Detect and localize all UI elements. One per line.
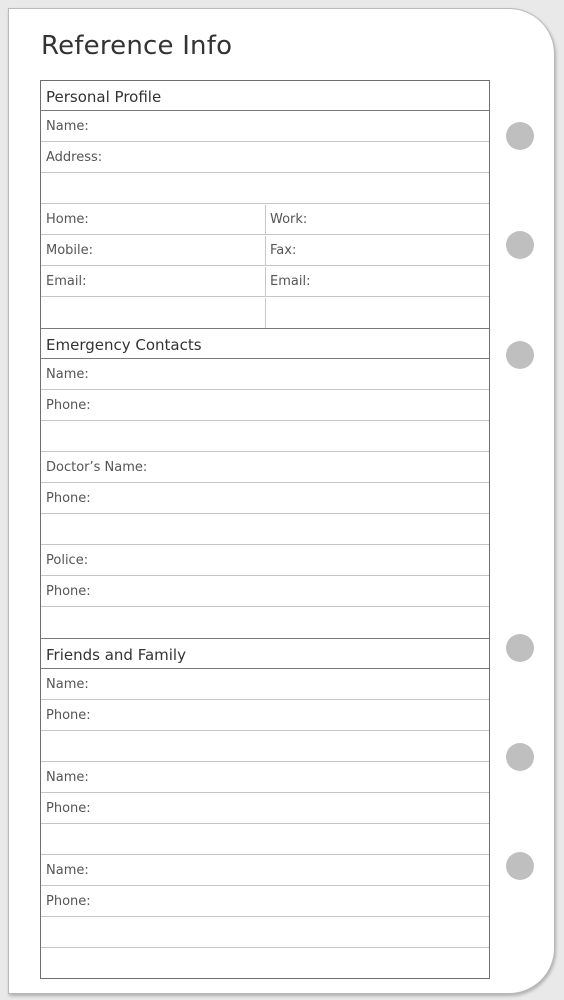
column-divider xyxy=(265,236,266,265)
column-divider xyxy=(265,298,266,328)
form-row-blank xyxy=(41,608,489,639)
punch-hole xyxy=(506,634,534,662)
reference-form xyxy=(40,80,490,979)
form-row-phone xyxy=(41,887,489,917)
field-label: Phone: xyxy=(46,801,91,816)
section-title: Friends and Family xyxy=(46,646,186,664)
section-header-friends-family xyxy=(41,639,489,669)
field-label: Phone: xyxy=(46,708,91,723)
form-row-blank xyxy=(41,174,489,204)
form-row-blank xyxy=(41,949,489,979)
section-header-personal-profile xyxy=(41,81,489,111)
punch-hole xyxy=(506,852,534,880)
form-row-name xyxy=(41,112,489,142)
form-row-name xyxy=(41,670,489,700)
form-row-phone xyxy=(41,484,489,514)
punch-hole xyxy=(506,743,534,771)
form-row-emails xyxy=(41,267,489,297)
punch-hole xyxy=(506,122,534,150)
field-label: Doctor’s Name: xyxy=(46,460,148,475)
section-title: Emergency Contacts xyxy=(46,336,202,354)
planner-page xyxy=(8,8,555,994)
form-row-doctor-name xyxy=(41,453,489,483)
form-row-home-work xyxy=(41,205,489,235)
form-row-phone xyxy=(41,794,489,824)
field-label: Fax: xyxy=(270,243,297,258)
field-label: Name: xyxy=(46,770,89,785)
form-row-phone xyxy=(41,391,489,421)
column-divider xyxy=(265,205,266,234)
form-row-name xyxy=(41,360,489,390)
form-row-police xyxy=(41,546,489,576)
field-label: Email: xyxy=(46,274,87,289)
page-title: Reference Info xyxy=(41,31,233,61)
column-divider xyxy=(265,267,266,296)
form-row-blank xyxy=(41,732,489,762)
form-row-blank xyxy=(41,422,489,452)
field-label: Email: xyxy=(270,274,311,289)
form-row-phone xyxy=(41,701,489,731)
field-label: Phone: xyxy=(46,894,91,909)
form-row-blank xyxy=(41,918,489,948)
form-row-blank xyxy=(41,825,489,855)
field-label: Phone: xyxy=(46,491,91,506)
field-label: Name: xyxy=(46,367,89,382)
field-label: Work: xyxy=(270,212,308,227)
section-header-emergency-contacts xyxy=(41,329,489,359)
form-row-mobile-fax xyxy=(41,236,489,266)
field-label: Name: xyxy=(46,863,89,878)
punch-hole xyxy=(506,231,534,259)
form-row-phone xyxy=(41,577,489,607)
field-label: Phone: xyxy=(46,398,91,413)
form-row-name xyxy=(41,856,489,886)
form-row-blank-split xyxy=(41,298,489,329)
field-label: Name: xyxy=(46,677,89,692)
form-row-address xyxy=(41,143,489,173)
field-label: Mobile: xyxy=(46,243,94,258)
section-title: Personal Profile xyxy=(46,88,162,106)
field-label: Police: xyxy=(46,553,89,568)
form-row-name xyxy=(41,763,489,793)
form-row-blank xyxy=(41,515,489,545)
field-label: Address: xyxy=(46,150,103,165)
punch-hole xyxy=(506,341,534,369)
field-label: Name: xyxy=(46,119,89,134)
field-label: Phone: xyxy=(46,584,91,599)
field-label: Home: xyxy=(46,212,89,227)
